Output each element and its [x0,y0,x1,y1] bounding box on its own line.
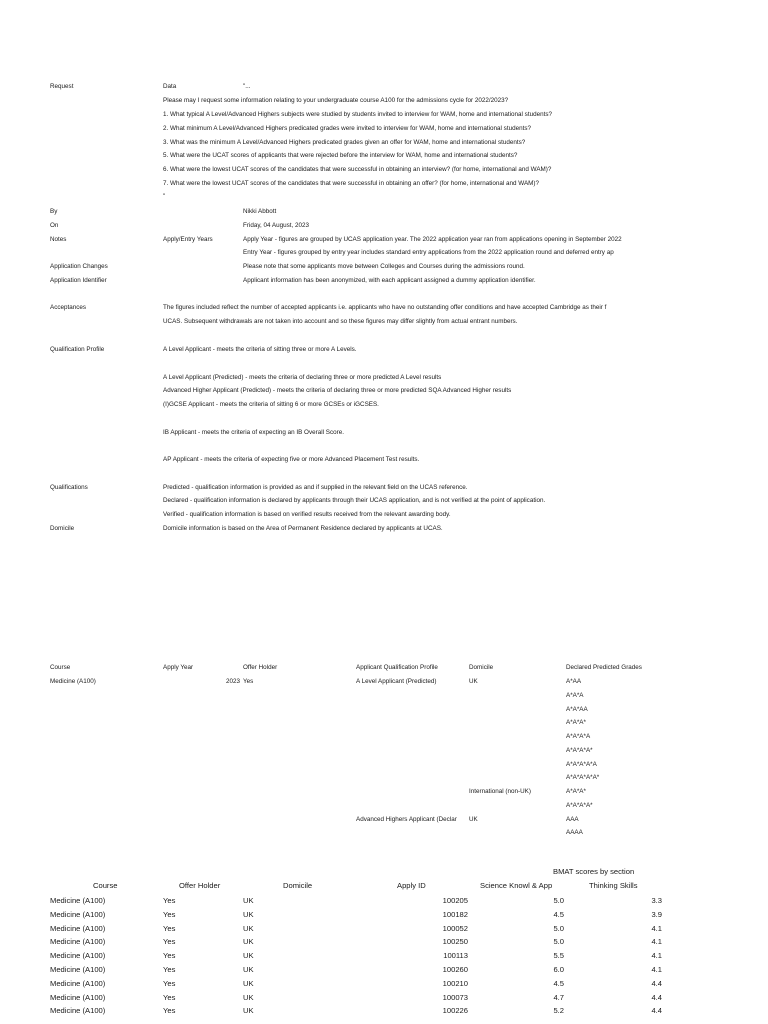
bmat-cell-offer: Yes [163,951,176,961]
bmat-cell-apply-id: 100182 [442,909,468,919]
bmat-cell-domicile: UK [243,937,254,947]
bmat-cell-offer: Yes [163,937,176,947]
bmat-title: BMAT scores by section [553,867,635,876]
by-value: Nikki Abbott [243,208,277,215]
bmat-cell-domicile: UK [243,1006,254,1016]
bmat-header-thinking: Thinking Skills [589,881,638,890]
app-changes-label: Application Changes [50,263,108,270]
bmat-cell-science: 4.5 [553,978,564,988]
bmat-cell-thinking: 3.3 [651,896,662,905]
notes-sub-label: Apply/Entry Years [163,236,213,243]
grades-domicile: International (non-UK) [469,788,531,795]
request-label: Request [50,83,74,90]
bmat-cell-offer: Yes [163,1006,176,1016]
on-label: On [50,222,59,229]
bmat-cell-course: Medicine (A100) [50,1006,106,1016]
bmat-cell-thinking: 4.4 [651,992,662,1002]
bmat-cell-thinking: 4.1 [651,937,662,947]
request-line: 5. What were the UCAT scores of applicants that were rejected before the interview for WAM, home and international students? [163,152,518,159]
bmat-header-science: Science Knowl & App [480,881,553,890]
grade-value: A*A*A [566,692,584,699]
bmat-cell-offer: Yes [163,909,176,919]
bmat-cell-thinking: 4.1 [651,951,662,961]
qualifications-label: Qualifications [50,484,88,491]
acceptances-label: Acceptances [50,304,87,311]
qual-profile-a-level: A Level Applicant - meets the criteria of sitting three or more A Levels. [163,346,357,353]
grade-value: A*A*A*A* [566,747,593,754]
bmat-cell-thinking: 3.9 [651,909,662,919]
bmat-cell-thinking: 4.4 [651,1006,662,1016]
bmat-cell-apply-id: 100073 [442,992,468,1002]
request-line: 7. What were the lowest UCAT scores of the candidates that were successful in obtaining an offer? (for home, international and WAM)? [163,180,540,187]
bmat-cell-domicile: UK [243,923,254,933]
qualifications-predicted: Predicted - qualification information is provided as and if supplied in the relevant field on the UCAS reference. [163,484,468,491]
grade-value: AAA [566,816,579,823]
grade-value: AAAA [566,829,583,836]
data-label: Data [163,83,177,90]
grade-value: A*A*A*A [566,733,591,740]
bmat-cell-course: Medicine (A100) [50,909,106,919]
bmat-header-domicile: Domicile [283,881,313,890]
quote-open: "... [243,83,251,90]
grades-profile: A Level Applicant (Predicted) [356,678,437,685]
grades-offer: Yes [243,678,254,685]
bmat-cell-domicile: UK [243,896,254,905]
qual-profile-label: Qualification Profile [50,346,105,353]
bmat-cell-course: Medicine (A100) [50,923,106,933]
grade-value: A*A*A*A*A* [566,774,600,781]
grades-year: 2023 [225,678,240,685]
notes-label: Notes [50,236,67,243]
grades-profile: Advanced Highers Applicant (Declar [356,816,457,823]
grades-header-offer-holder: Offer Holder [243,664,278,671]
grades-header-apply-year: Apply Year [163,664,194,671]
bmat-cell-domicile: UK [243,992,254,1002]
bmat-cell-course: Medicine (A100) [50,992,106,1002]
request-line: 3. What was the minimum A Level/Advanced Highers predicated grades given an offer for WAM, home and international students? [163,139,526,146]
bmat-cell-course: Medicine (A100) [50,937,106,947]
bmat-cell-apply-id: 100226 [442,1006,468,1016]
qualifications-declared: Declared - qualification information is declared by applicants through their UCAS application, and is not verified at the point of application. [163,497,546,504]
quote-close: " [163,193,166,200]
app-id-label: Application Identifier [50,277,107,284]
bmat-cell-thinking: 4.1 [651,923,662,933]
bmat-cell-course: Medicine (A100) [50,978,106,988]
qual-profile-gcse: (I)GCSE Applicant - meets the criteria of sitting 6 or more GCSEs or iGCSES. [163,401,379,408]
request-line: Please may I request some information relating to your undergraduate course A100 for the admissions cycle for 2022/2023? [163,97,509,104]
bmat-cell-offer: Yes [163,992,176,1002]
grades-header-grades: Declared Predicted Grades [566,664,642,671]
domicile-value: Domicile information is based on the Area of Permanent Residence declared by applicants at UCAS. [163,525,443,532]
bmat-cell-course: Medicine (A100) [50,965,106,974]
request-line: 2. What minimum A Level/Advanced Highers predicated grades were invited to interview for WAM, home and international students? [163,125,531,132]
request-line: 1. What typical A Level/Advanced Highers subjects were studied by students invited to interview for WAM, home and international students? [163,111,552,118]
by-label: By [50,208,58,215]
bmat-cell-offer: Yes [163,923,176,933]
bmat-cell-science: 5.2 [553,1006,564,1016]
grade-value: A*AA [566,678,582,685]
on-value: Friday, 04 August, 2023 [243,222,310,229]
bmat-cell-science: 5.0 [553,896,564,905]
grades-header-domicile: Domicile [469,664,494,671]
bmat-cell-course: Medicine (A100) [50,951,106,961]
grades-domicile: UK [469,678,478,685]
bmat-cell-domicile: UK [243,909,254,919]
bmat-cell-science: 4.5 [553,909,564,919]
bmat-cell-offer: Yes [163,896,176,905]
bmat-cell-domicile: UK [243,978,254,988]
request-line: 6. What were the lowest UCAT scores of the candidates that were successful in obtaining an interview? (for home, international and WAM)? [163,166,552,173]
notes-line: Apply Year - figures are grouped by UCAS application year. The 2022 application year ran from applications opening in September 2022 [243,236,622,243]
bmat-cell-science: 5.5 [553,951,564,961]
bmat-cell-offer: Yes [163,965,176,974]
bmat-cell-thinking: 4.4 [651,978,662,988]
grade-value: A*A*A*A*A [566,761,597,768]
bmat-cell-apply-id: 100205 [442,896,468,905]
domicile-label: Domicile [50,525,75,532]
grades-header-course: Course [50,664,71,671]
qual-profile-adv-higher: Advanced Higher Applicant (Predicted) - meets the criteria of declaring three or more predicted SQA Advanced Higher results [163,387,512,394]
bmat-cell-apply-id: 100113 [443,951,468,961]
acceptances-line: The figures included reflect the number of accepted applicants i.e. applicants who have no outstanding offer conditions and have accepted Cambridge as their f [163,304,607,311]
grade-value: A*A*AA [566,706,588,713]
grade-value: A*A*A* [566,719,586,726]
qualifications-verified: Verified - qualification information is based on verified results received from the relevant awarding body. [163,511,451,518]
grades-domicile: UK [469,816,478,823]
bmat-cell-apply-id: 100210 [442,978,468,988]
app-changes-value: Please note that some applicants move between Colleges and Courses during the admissions round. [243,263,525,270]
grade-value: A*A*A* [566,788,586,795]
bmat-cell-apply-id: 100052 [442,923,468,933]
bmat-cell-domicile: UK [243,951,254,961]
bmat-cell-offer: Yes [163,978,176,988]
bmat-cell-course: Medicine (A100) [50,896,106,905]
bmat-header-offer-holder: Offer Holder [179,881,221,890]
grades-course: Medicine (A100) [50,678,96,685]
grades-header-profile: Applicant Qualification Profile [356,664,438,671]
bmat-cell-apply-id: 100260 [442,965,468,974]
bmat-header-course: Course [93,881,118,890]
bmat-cell-thinking: 4.1 [651,965,662,974]
app-id-value: Applicant information has been anonymized, with each applicant assigned a dummy application identifier. [243,277,536,284]
qual-profile-a-level-pred: A Level Applicant (Predicted) - meets the criteria of declaring three or more predicted A Level results [163,374,442,381]
notes-line: Entry Year - figures grouped by entry year includes standard entry applications from the 2022 application round and deferred entry ap [243,249,614,256]
qual-profile-ib: IB Applicant - meets the criteria of expecting an IB Overall Score. [163,429,344,436]
acceptances-line: UCAS. Subsequent withdrawals are not taken into account and so these figures may differ slightly from actual entrant numbers. [163,318,518,325]
grade-value: A*A*A*A* [566,802,593,809]
bmat-cell-science: 4.7 [553,992,564,1002]
bmat-cell-domicile: UK [243,965,254,974]
bmat-cell-science: 6.0 [553,965,564,974]
bmat-header-apply-id: Apply ID [397,881,426,890]
bmat-cell-science: 5.0 [553,937,564,947]
bmat-cell-apply-id: 100250 [442,937,468,947]
qual-profile-ap: AP Applicant - meets the criteria of expecting five or more Advanced Placement Test results. [163,456,420,463]
bmat-cell-science: 5.0 [553,923,564,933]
